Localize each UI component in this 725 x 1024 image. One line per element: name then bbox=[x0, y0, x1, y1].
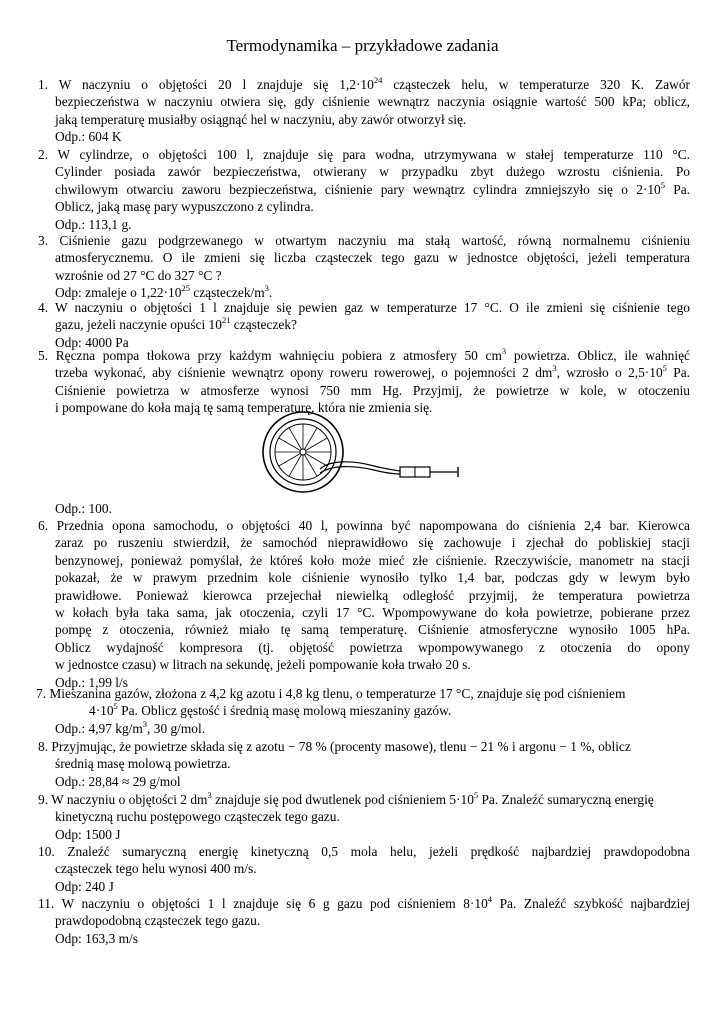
answer: Odp: 240 J bbox=[55, 878, 114, 894]
answer: Odp: 1500 J bbox=[55, 826, 121, 842]
text-line: W naczyniu o objętości 20 l znajduje się 1,2·10 bbox=[48, 77, 374, 92]
text-line: Ciśnienie powietrza w atmosferze wynosi 750 mm Hg. Przyjmij, że powietrze w kole, w otoczeniu bbox=[55, 382, 690, 398]
superscript: 5 bbox=[113, 701, 118, 712]
text-line: i pompowane do koła mają tę samą temperaturę, która nie zmienia się. bbox=[55, 400, 433, 416]
text-line: w kołach była taka sama, jak otoczenia, czyli 17 °C. Wpompowywane do koła powietrze, pobierane przez bbox=[55, 604, 690, 620]
answer: Odp.: 4,97 kg/m bbox=[55, 720, 143, 736]
answer: Odp: zmaleje o 1,22·10 bbox=[55, 285, 182, 301]
superscript: 5 bbox=[473, 790, 479, 800]
text-line: Pa. bbox=[665, 181, 690, 197]
hub bbox=[300, 449, 306, 455]
text-line: Przednia opona samochodu, o objętości 40 l, powinna być napompowana do ciśnienia 2,4 bar. Kierowca bbox=[48, 518, 690, 533]
text-line: atmosferycznemu. O ile zmieni się liczba cząsteczek tego gazu w jednostce objętości, jeżeli temperatura bbox=[55, 250, 690, 266]
superscript: 24 bbox=[373, 76, 383, 85]
problem-9 bbox=[38, 791, 690, 843]
problem-2 bbox=[38, 146, 690, 233]
text-line: W cylindrze, o objętości 100 l, znajduje się para wodna, utrzymywana w stałej temperaturze 110 °C. bbox=[48, 147, 690, 162]
page-title: Termodynamika – przykładowe zadania bbox=[226, 36, 499, 55]
problem-number: 9. bbox=[38, 792, 49, 807]
text-line: W naczyniu o objętości 1 l znajduje się 6 g gazu pod ciśnieniem 8·10 bbox=[54, 896, 488, 911]
problem-8 bbox=[38, 738, 690, 790]
answer: Odp.: 1,99 l/s bbox=[55, 674, 128, 690]
superscript: 3 bbox=[264, 283, 269, 294]
problem-number: 7. bbox=[36, 686, 47, 701]
superscript: 25 bbox=[181, 283, 190, 294]
problem-11 bbox=[38, 895, 690, 947]
superscript: 4 bbox=[487, 895, 493, 904]
problem-3 bbox=[38, 232, 690, 302]
text-line: Pa. bbox=[666, 365, 690, 381]
answer: Odp: 163,3 m/s bbox=[55, 930, 138, 946]
answer: Odp.: 604 K bbox=[55, 129, 122, 145]
text-line: chwilowym otwarciu zaworu bezpieczeństwa, ciśnienie pary wewnątrz cylindra zmniejszyło się o 2·10 bbox=[55, 181, 661, 197]
text-line: Ręczna pompa tłokowa przy każdym wahnięciu pobiera z atmosfery 50 cm bbox=[48, 348, 502, 363]
hose bbox=[320, 467, 400, 474]
problem-number: 6. bbox=[38, 518, 49, 533]
text-line: Pa. Oblicz gęstość i średnią masę molową mieszaniny gazów. bbox=[117, 703, 452, 719]
text-line: kinetyczną ruchu postępowego cząsteczek tego gazu. bbox=[55, 809, 340, 825]
text-line: 4·10 bbox=[89, 703, 114, 719]
text-line: cząsteczek tego helu wynosi 400 m/s. bbox=[55, 861, 257, 877]
text-line: zaraz po ruszeniu stwierdził, że samochód nieprawidłowo się zachowuje i zjechał do pobliskiej stacji bbox=[55, 535, 690, 551]
text-line: Ciśnienie gazu podgrzewanego w otwartym naczyniu ma stałą wartość, równą normalnemu ciśnieniu bbox=[48, 233, 690, 248]
problem-10 bbox=[38, 843, 690, 895]
text-line: Przyjmując, że powietrze składa się z azotu − 78 % (procenty masowe), tlenu − 21 % i argonu − 1 %, oblicz bbox=[48, 739, 631, 754]
superscript: 3 bbox=[501, 347, 507, 356]
text-line: jaką temperaturę musiałby osiągnąć hel w naczyniu, aby zawór otworzył się. bbox=[55, 111, 467, 127]
hose bbox=[320, 462, 400, 471]
text-line: pompę z otoczenia, również miało tę samą temperaturę. Ciśnienie atmosferyczne wynosiło 1005 hPa. bbox=[55, 622, 690, 638]
problem-number: 1. bbox=[38, 77, 49, 92]
text-line: Oblicz wydajność kompresora (tj. objętość powietrza wpompowywanego z otoczenia do opony bbox=[55, 639, 690, 655]
answer: Odp: 4000 Pa bbox=[55, 334, 129, 350]
problem-number: 11. bbox=[38, 896, 55, 911]
problem-number: 2. bbox=[38, 147, 49, 162]
text-line: Pa. Znaleźć sumaryczną energię bbox=[478, 792, 654, 807]
problem-number: 3. bbox=[38, 233, 49, 248]
answer: Odp.: 28,84 ≈ 29 g/mol bbox=[55, 773, 181, 789]
problem-number: 4. bbox=[38, 300, 49, 315]
text-line: prawidłowe. Ponieważ kierowca przejechał niewielką odległość przyjmij, że temperatura powietrza bbox=[55, 587, 690, 603]
problem-5-answer bbox=[38, 500, 690, 517]
text-line: W naczyniu o objętości 1 l znajduje się pewien gaz w temperaturze 17 °C. O ile zmieni się ciśnienie tego bbox=[48, 300, 690, 315]
superscript: 3 bbox=[552, 364, 557, 374]
text-line: pokazał, że w prawym przednim kole ciśnienie wynosiło tylko 1,4 bar, podczas gdy w lewym było bbox=[55, 570, 690, 586]
text-line: cząsteczek helu, w temperaturze 320 K. Zawór bbox=[382, 77, 690, 92]
wheel-pump-figure bbox=[262, 410, 467, 495]
answer: . bbox=[268, 285, 273, 301]
text-line: W naczyniu o objętości 2 dm bbox=[48, 792, 208, 807]
text-line: znajduje się pod dwutlenek pod ciśnieniem 5·10 bbox=[211, 792, 474, 807]
problem-1 bbox=[38, 76, 690, 146]
problem-4 bbox=[38, 299, 690, 351]
problem-number: 5. bbox=[38, 348, 49, 363]
answer: Odp.: 113,1 g. bbox=[55, 216, 132, 232]
text-line: w jednostce czasu) w litrach na sekundę, jeżeli pompowanie koła trwało 20 s. bbox=[55, 657, 471, 673]
answer: cząsteczek/m bbox=[189, 285, 265, 301]
text-line: Pa. Znaleźć szybkość najbardziej bbox=[492, 896, 690, 911]
text-line: Oblicz, jaką masę pary wypuszczono z cylindra. bbox=[55, 199, 314, 215]
text-line: Cylinder posiada zawór bezpieczeństwa, otwierany w przypadku zbyt dużego wzrostu ciśnienia. Po bbox=[55, 164, 690, 180]
problem-number: 10. bbox=[38, 844, 55, 859]
text-line: , wzrosło o 2,5·10 bbox=[556, 365, 663, 381]
superscript: 3 bbox=[142, 718, 148, 729]
text-line: cząsteczek? bbox=[230, 317, 297, 333]
text-line: bezpieczeństwa w naczyniu otwiera się, gdy ciśnienie wewnątrz naczynia osiągnie wartość 500 kPa; oblicz, bbox=[55, 94, 690, 110]
problem-7 bbox=[36, 685, 696, 737]
text-line: średnią masę molową powietrza. bbox=[55, 756, 231, 772]
answer: Odp.: 100. bbox=[55, 501, 112, 516]
problem-5 bbox=[38, 347, 690, 417]
text-line: Znaleźć sumaryczną energię kinetyczną 0,5 mola helu, jeżeli prędkość najbardziej prawdopodobna bbox=[54, 844, 690, 859]
text-line: benzynowej, ponieważ pomyślał, że któreś koło może mieć złe ciśnienie. Rzeczywiście, manometr na stacji bbox=[55, 552, 690, 568]
superscript: 5 bbox=[662, 364, 667, 374]
text-line: gazu, jeżeli naczynie opuści 10 bbox=[55, 317, 222, 333]
superscript: 21 bbox=[221, 315, 231, 326]
text-line: Mieszanina gazów, złożona z 4,2 kg azotu i 4,8 kg tlenu, o temperaturze 17 °C, znajduje się pod ciśnieniem bbox=[46, 686, 626, 701]
text-line: trzeba wykonać, aby ciśnienie wewnątrz opony roweru rowerowej, o pojemności 2 dm bbox=[55, 365, 553, 381]
text-line: powietrza. Oblicz, ile wahnięć bbox=[506, 348, 690, 363]
problem-6 bbox=[38, 517, 690, 691]
problem-number: 8. bbox=[38, 739, 49, 754]
superscript: 3 bbox=[207, 790, 212, 800]
text-line: wzrośnie od 27 °C do 327 °C ? bbox=[55, 267, 222, 283]
answer: , 30 g/mol. bbox=[147, 720, 206, 736]
text-line: prawdopodobną cząsteczek tego gazu. bbox=[55, 913, 261, 929]
superscript: 5 bbox=[660, 180, 665, 190]
